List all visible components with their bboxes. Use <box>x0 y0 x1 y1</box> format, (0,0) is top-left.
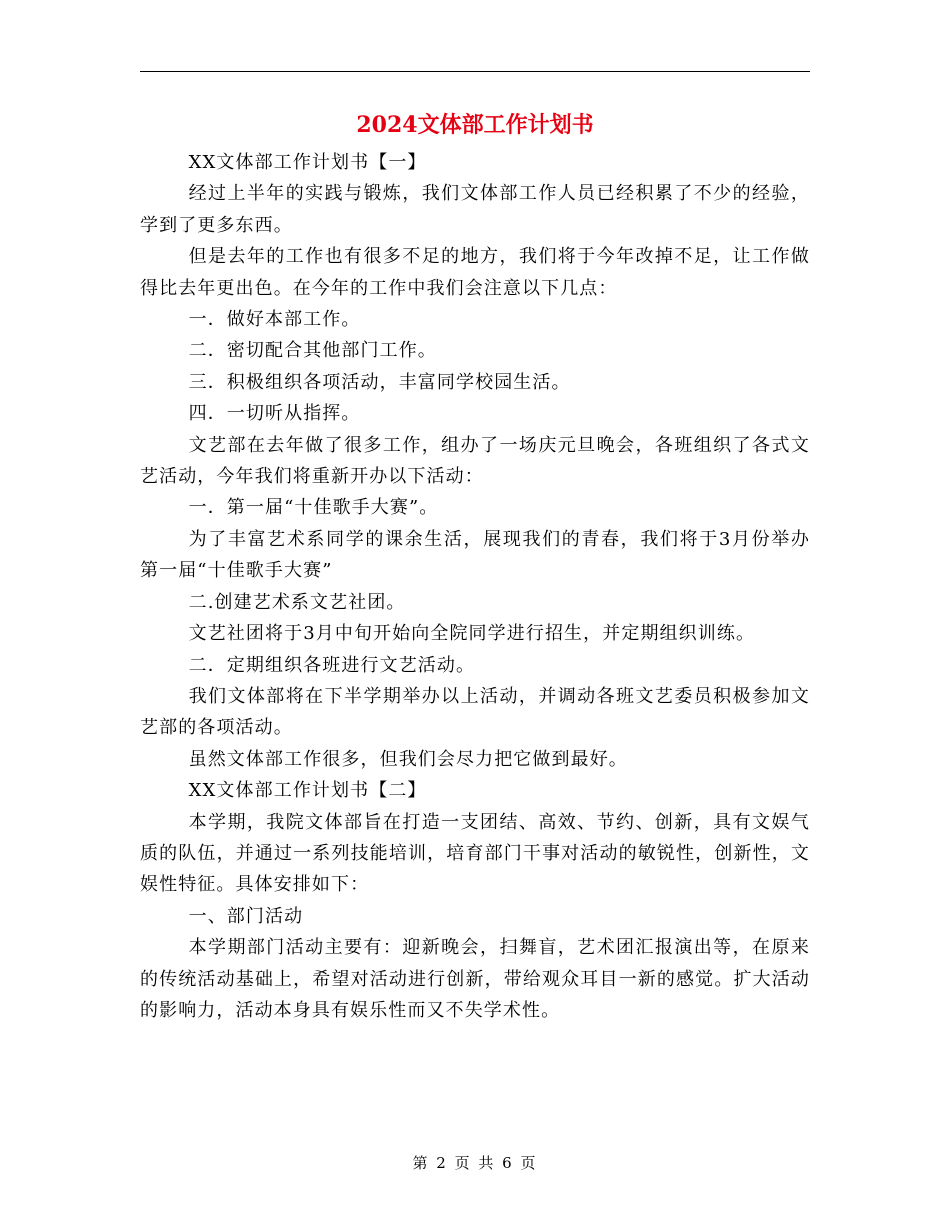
paragraph: 但是去年的工作也有很多不足的地方，我们将于今年改掉不足，让工作做得比去年更出色。在今年的工作中我们会注意以下几点： <box>140 246 810 299</box>
list-item: 一、部门活动 <box>188 905 304 927</box>
paragraph: 经过上半年的实践与锻炼，我们文体部工作人员已经积累了不少的经验，学到了更多东西。 <box>140 183 810 236</box>
paragraph: 本学期部门活动主要有：迎新晚会，扫舞盲，艺术团汇报演出等，在原来的传统活动基础上，希望对活动进行创新，带给观众耳目一新的感觉。扩大活动的影响力，活动本身具有娱乐性而又不失学术性。 <box>140 937 810 1021</box>
list-item: 三．积极组织各项活动，丰富同学校园生活。 <box>188 371 571 393</box>
paragraph: 为了丰富艺术系同学的课余生活，展现我们的青春，我们将于3月份举办第一届“十佳歌手大赛” <box>140 528 810 582</box>
document-body <box>140 147 810 1026</box>
paragraph: 虽然文体部工作很多，但我们会尽力把它做到最好。 <box>188 748 628 770</box>
paragraph: 文艺社团将于3月中旬开始向全院同学进行招生，并定期组织训练。 <box>188 623 756 645</box>
paragraph: 本学期，我院文体部旨在打造一支团结、高效、节约、创新，具有文娱气质的队伍，并通过一系列技能培训，培育部门干事对活动的敏锐性，创新性，文娱性特征。具体安排如下： <box>140 811 810 896</box>
list-item: 二．密切配合其他部门工作。 <box>188 340 437 362</box>
list-item: 二．定期组织各班进行文艺活动。 <box>188 654 476 676</box>
header-rule <box>140 71 810 72</box>
list-item: 二.创建艺术系文艺社团。 <box>188 591 406 613</box>
paragraph: 文艺部在去年做了很多工作，组办了一场庆元旦晚会，各班组织了各式文艺活动，今年我们将重新开办以下活动： <box>140 434 810 488</box>
list-item: 一．做好本部工作。 <box>188 309 361 331</box>
list-item: 四．一切听从指挥。 <box>188 403 361 425</box>
paragraph: 我们文体部将在下半学期举办以上活动，并调动各班文艺委员积极参加文艺部的各项活动。 <box>140 685 810 739</box>
document-title: 2024文体部工作计划书 <box>356 112 594 138</box>
section-heading: XX文体部工作计划书【一】 <box>188 152 427 173</box>
list-item: 一．第一届“十佳歌手大赛”。 <box>188 497 439 519</box>
section-heading: XX文体部工作计划书【二】 <box>188 780 427 802</box>
page-footer: 第 2 页 共 6 页 <box>412 1154 538 1172</box>
